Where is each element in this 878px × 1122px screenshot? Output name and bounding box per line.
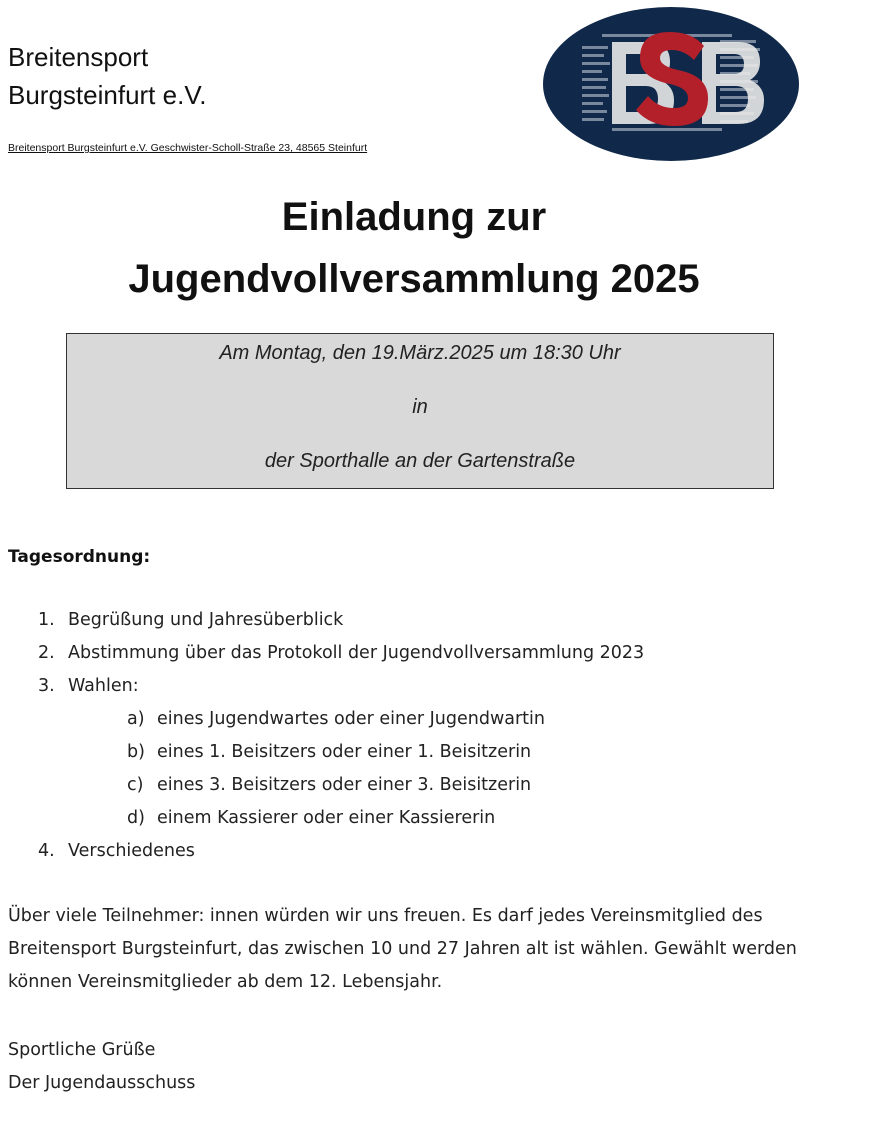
bsb-club-logo — [542, 6, 800, 162]
agenda-item-number: 4. — [38, 841, 55, 861]
agenda-item-number: 2. — [38, 643, 55, 663]
agenda-subitem-letter: d) — [127, 808, 145, 828]
closing — [8, 1034, 195, 1100]
title-line1: Einladung zur — [281, 195, 547, 239]
agenda-item — [38, 610, 343, 630]
sender-address: Breitensport Burgsteinfurt e.V. Geschwister-Scholl-Straße 23, 48565 Steinfurt — [8, 142, 368, 154]
agenda-item — [38, 841, 195, 861]
agenda-item-text: Abstimmung über das Protokoll der Jugendvollversammlung 2023 — [68, 643, 645, 663]
organization-name — [8, 38, 207, 114]
agenda-item-text: Begrüßung und Jahresüberblick — [68, 610, 344, 630]
closing-greeting: Sportliche Grüße — [8, 1040, 156, 1060]
agenda-item — [38, 676, 139, 696]
agenda-subitem-text: eines Jugendwartes oder einer Jugendwartin — [157, 709, 545, 729]
agenda-subitem — [127, 775, 531, 795]
title-line2: Jugendvollversammlung 2025 — [128, 257, 700, 301]
paragraph-line: Breitensport Burgsteinfurt, das zwischen 10 und 27 Jahren alt ist wählen. Gewählt werden — [8, 939, 797, 959]
agenda-item-number: 3. — [38, 676, 55, 696]
agenda-subitem — [127, 709, 545, 729]
paragraph-line: Über viele Teilnehmer: innen würden wir uns freuen. Es darf jedes Vereinsmitglied des — [8, 906, 763, 926]
agenda-subitem-letter: c) — [127, 775, 144, 795]
event-details-box — [66, 333, 774, 489]
agenda-heading: Tagesordnung: — [8, 547, 151, 567]
paragraph-line: können Vereinsmitglieder ab dem 12. Lebensjahr. — [8, 972, 443, 992]
agenda-item-text: Wahlen: — [68, 676, 139, 696]
agenda-subitem — [127, 742, 531, 762]
agenda-subitem-text: einem Kassierer oder einer Kassiererin — [157, 808, 496, 828]
agenda-subitem-text: eines 3. Beisitzers oder einer 3. Beisitzerin — [157, 775, 532, 795]
agenda-subitem-text: eines 1. Beisitzers oder einer 1. Beisitzerin — [157, 742, 532, 762]
agenda-item-number: 1. — [38, 610, 55, 630]
organization-name-line1: Breitensport — [8, 42, 149, 72]
event-place: der Sporthalle an der Gartenstraße — [264, 450, 576, 472]
agenda-item — [38, 643, 644, 663]
event-in: in — [412, 396, 428, 418]
closing-signature: Der Jugendausschuss — [8, 1073, 196, 1093]
agenda-subitem-letter: b) — [127, 742, 145, 762]
participation-paragraph — [8, 900, 874, 999]
organization-name-line2: Burgsteinfurt e.V. — [8, 80, 207, 110]
agenda-item-text: Verschiedenes — [68, 841, 195, 861]
invitation-title — [0, 186, 828, 310]
agenda-subitem-letter: a) — [127, 709, 145, 729]
agenda-subitem — [127, 808, 495, 828]
event-date: Am Montag, den 19.März.2025 um 18:30 Uhr — [219, 342, 621, 364]
